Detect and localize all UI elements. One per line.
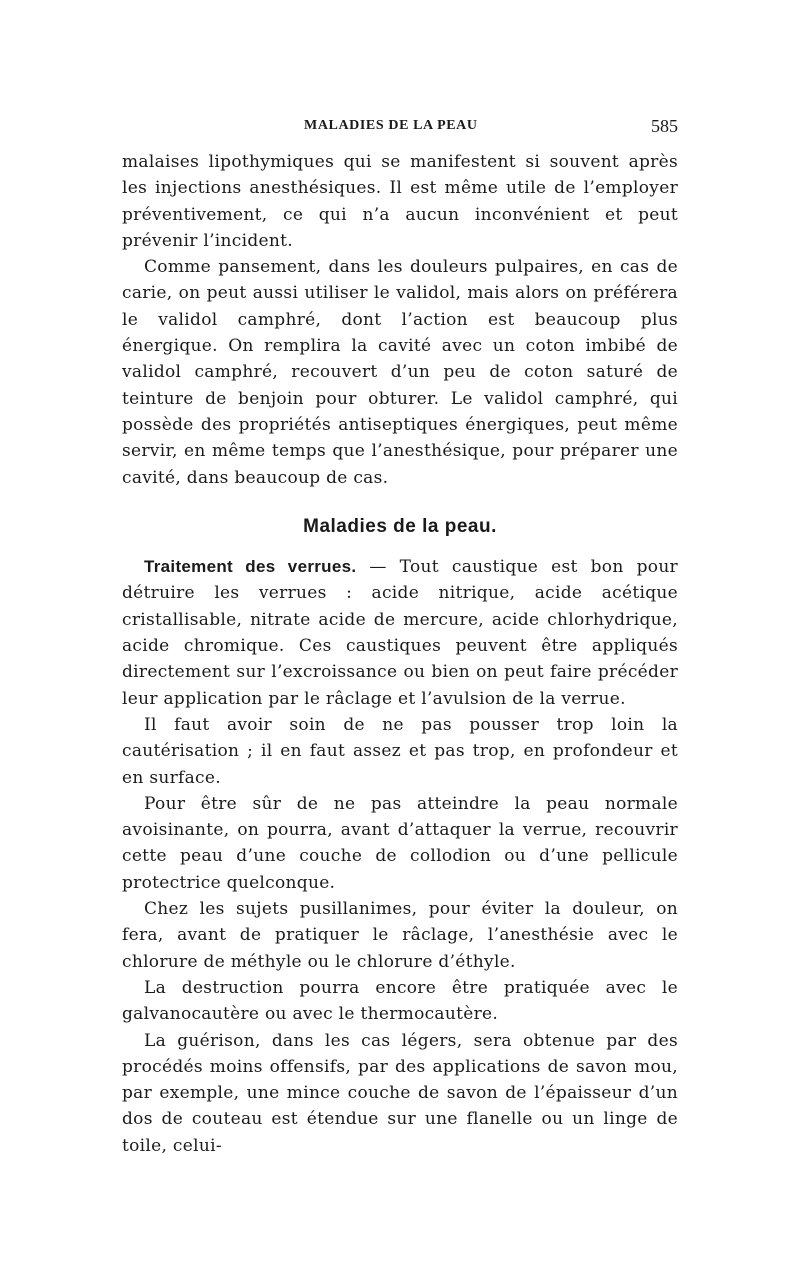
paragraph-traitement-verrues [122, 554, 678, 712]
paragraph-cauterisation: Il faut avoir soin de ne pas pousser trop loin la cautérisation ; il en faut assez et pas trop, en profondeur et en surface. [122, 714, 678, 788]
subsection-title: Traitement des verrues. [144, 557, 357, 577]
subsection-lead-text: — Tout caustique est bon pour détruire les verrues : acide nitrique, acide acétique cristallisable, nitrate acide de mercure, acide chlorhydrique, acide chromique. Ces caustiques peuvent être appliqués directement sur l’excroissance ou bien on peut faire précéder leur application par le râclage et l’avulsion de la verrue. [122, 557, 678, 709]
paragraph-galvanocautere: La destruction pourra encore être pratiquée avec le galvanocautère ou avec le thermocautère. [122, 977, 678, 1025]
running-head [122, 118, 678, 138]
section-heading: Maladies de la peau. [303, 515, 497, 537]
paragraph-sujets-pusillanimes: Chez les sujets pusillanimes, pour éviter la douleur, on fera, avant de pratiquer le râclage, l’anesthésie avec le chlorure de méthyle ou le chlorure d’éthyle. [122, 899, 678, 972]
paragraph-pansement: Comme pansement, dans les douleurs pulpaires, en cas de carie, on peut aussi utiliser le validol, mais alors on préférera le validol camphré, dont l’action est beaucoup plus énergique. On remplira la cavité avec un coton imbibé de validol camphré, recouvert d’un peu de coton saturé de teinture de benjoin pour obturer. Le validol camphré, qui possède des propriétés antiseptiques énergiques, peut même servir, en même temps que l’anesthésique, pour préparer une cavité, dans beaucoup de cas. [122, 257, 678, 488]
paragraph-peau-normale: Pour être sûr de ne pas atteindre la peau normale avoisinante, on pourra, avant d’attaquer la verrue, recouvrir cette peau d’une couche de collodion ou d’une pellicule protectrice quelconque. [122, 793, 678, 893]
page-number: 585 [651, 116, 678, 136]
paragraph-continuation: malaises lipothymiques qui se manifestent si souvent après les injections anesthésiques. Il est même utile de l’employer préventivement, ce qui n’a aucun inconvénient et peut prévenir l’incident. [122, 152, 678, 251]
body-text [122, 149, 678, 1159]
paragraph-guerison: La guérison, dans les cas légers, sera obtenue par des procédés moins offensifs, par des applications de savon mou, par exemple, une mince couche de savon de l’épaisseur d’un dos de couteau est étendue sur une flanelle ou un linge de toile, celui- [122, 1030, 678, 1156]
running-title: MALADIES DE LA PEAU [304, 118, 478, 133]
